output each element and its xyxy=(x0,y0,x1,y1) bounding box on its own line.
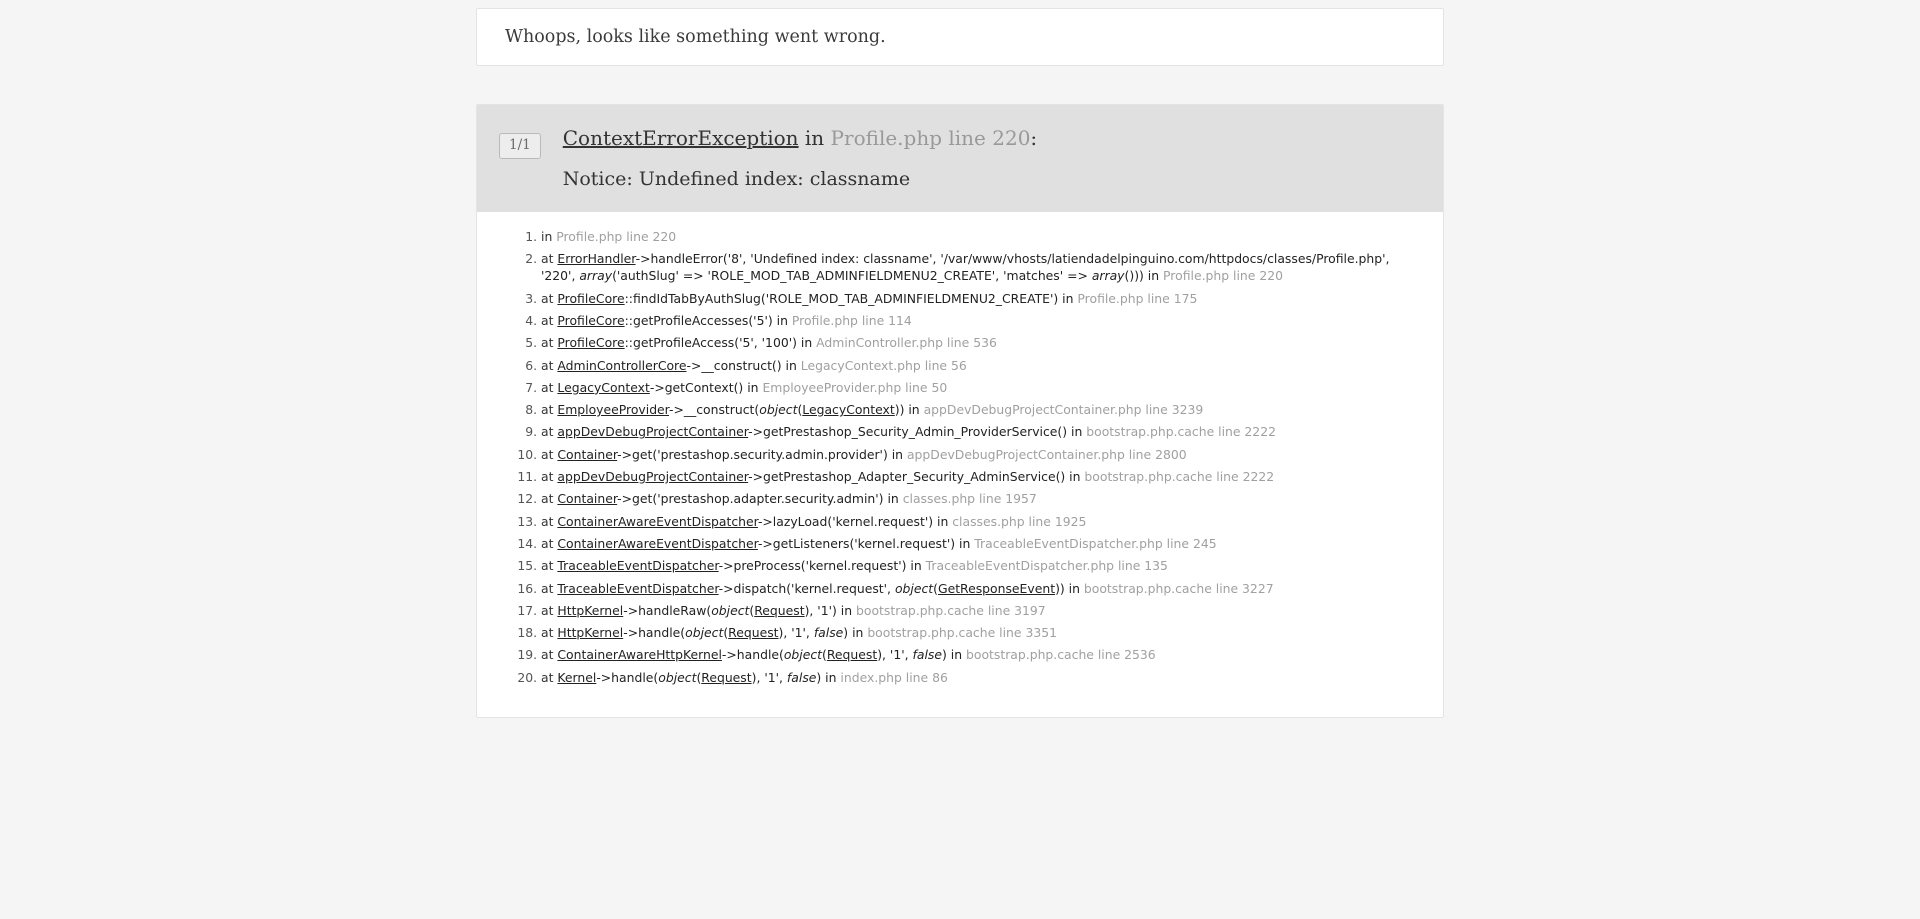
exception-header xyxy=(477,105,1443,212)
trace-item xyxy=(541,580,1421,597)
trace-item xyxy=(541,557,1421,574)
trace-symbol-link[interactable]: ProfileCore xyxy=(557,290,625,306)
trace-symbol-link[interactable]: Container xyxy=(557,446,618,462)
trace-line xyxy=(541,670,948,685)
trace-line xyxy=(541,447,1187,462)
trace-text: ->handle( xyxy=(623,625,686,641)
trace-symbol-link[interactable]: GetResponseEvent xyxy=(937,580,1056,596)
trace-file-ref: classes.php line 1957 xyxy=(902,491,1037,507)
exception-message: Notice: Undefined index: classname xyxy=(562,168,911,190)
trace-text: ( xyxy=(696,669,702,685)
trace-symbol-link[interactable]: ProfileCore xyxy=(557,335,625,351)
exception-in-word: in xyxy=(804,126,825,150)
trace-text: ::getProfileAccess('5', '100') in xyxy=(624,335,817,351)
trace-text: ->get('prestashop.security.admin.provider') in xyxy=(617,446,907,462)
trace-line xyxy=(541,514,1086,529)
trace-symbol-link[interactable]: Request xyxy=(728,625,779,641)
trace-file-ref: TraceableEventDispatcher.php line 245 xyxy=(974,535,1217,551)
trace-symbol-link[interactable]: LegacyContext xyxy=(802,402,895,418)
trace-type-keyword: object xyxy=(685,625,724,641)
trace-type-keyword: object xyxy=(711,602,750,618)
trace-text: ->__construct( xyxy=(668,402,760,418)
trace-text: )) in xyxy=(1055,580,1084,596)
trace-symbol-link[interactable]: Request xyxy=(701,669,752,685)
trace-item xyxy=(541,334,1421,351)
trace-symbol-link[interactable]: ProfileCore xyxy=(557,313,625,328)
trace-item xyxy=(541,490,1421,507)
trace-symbol-link[interactable]: Container xyxy=(557,491,618,507)
trace-file-ref: appDevDebugProjectContainer.php line 3239 xyxy=(923,402,1204,418)
trace-item xyxy=(541,602,1421,619)
trace-file-ref: Profile.php line 175 xyxy=(1077,290,1198,306)
trace-text: ->handle( xyxy=(721,647,784,663)
trace-keyword: at xyxy=(541,357,558,373)
trace-line xyxy=(541,581,1274,596)
trace-line xyxy=(541,603,1046,618)
trace-file-ref: bootstrap.php.cache line 3227 xyxy=(1083,580,1274,596)
trace-item xyxy=(541,423,1421,440)
trace-keyword: at xyxy=(541,469,558,485)
exception-file: Profile.php line 220 xyxy=(830,126,1031,150)
trace-text: )) in xyxy=(894,402,924,418)
trace-file-ref: appDevDebugProjectContainer.php line 2800 xyxy=(906,446,1187,462)
trace-symbol-link[interactable]: TraceableEventDispatcher xyxy=(557,580,719,596)
trace-type-keyword: object xyxy=(894,580,934,596)
trace-text: ->getPrestashop_Security_Admin_ProviderService() in xyxy=(748,424,1087,440)
trace-item xyxy=(541,401,1421,418)
trace-keyword: at xyxy=(541,513,558,529)
trace-keyword: at xyxy=(541,335,558,351)
stack-trace-list xyxy=(499,228,1421,686)
trace-symbol-link[interactable]: ContainerAwareEventDispatcher xyxy=(557,535,758,551)
trace-file-ref: AdminController.php line 536 xyxy=(816,335,997,351)
trace-line xyxy=(541,558,1168,573)
trace-symbol-link[interactable]: LegacyContext xyxy=(557,379,650,395)
trace-text: ->lazyLoad('kernel.request') in xyxy=(757,513,953,529)
trace-symbol-link[interactable]: Request xyxy=(754,602,805,618)
trace-keyword: in xyxy=(541,229,557,244)
trace-file-ref: LegacyContext.php line 56 xyxy=(800,357,967,373)
trace-symbol-link[interactable]: EmployeeProvider xyxy=(557,402,669,418)
trace-item xyxy=(541,669,1421,686)
exception-title-wrap xyxy=(563,125,1037,190)
trace-text: ( xyxy=(723,625,729,641)
trace-type-keyword: false xyxy=(786,669,817,685)
trace-line xyxy=(541,491,1037,506)
trace-item xyxy=(541,379,1421,396)
trace-text: ( xyxy=(822,647,827,663)
trace-text: ( xyxy=(797,402,803,418)
trace-type-keyword: false xyxy=(912,647,942,663)
trace-keyword: at xyxy=(541,647,558,663)
trace-keyword: at xyxy=(541,424,558,440)
trace-keyword: at xyxy=(541,625,558,641)
trace-line xyxy=(541,251,1390,283)
trace-text: ) in xyxy=(816,669,841,685)
trace-line xyxy=(541,469,1274,484)
trace-text: ), '1') in xyxy=(804,602,856,618)
trace-file-ref: bootstrap.php.cache line 2536 xyxy=(966,647,1156,663)
trace-text: ::findIdTabByAuthSlug('ROLE_MOD_TAB_ADMINFIELDMENU2_CREATE') in xyxy=(624,290,1078,306)
trace-symbol-link[interactable]: TraceableEventDispatcher xyxy=(557,558,719,574)
trace-item xyxy=(541,646,1421,663)
trace-keyword: at xyxy=(541,535,558,551)
trace-symbol-link[interactable]: HttpKernel xyxy=(557,625,624,641)
trace-text: ->handleRaw( xyxy=(623,602,712,618)
trace-item xyxy=(541,513,1421,530)
trace-text: ), '1', xyxy=(751,669,787,685)
trace-symbol-link[interactable]: ContainerAwareEventDispatcher xyxy=(557,513,758,529)
trace-keyword: at xyxy=(541,402,558,418)
trace-file-ref: Profile.php line 114 xyxy=(791,313,912,328)
trace-file-ref: classes.php line 1925 xyxy=(952,513,1087,529)
trace-keyword: at xyxy=(541,580,558,596)
trace-text: ->getListeners('kernel.request') in xyxy=(757,535,975,551)
trace-symbol-link[interactable]: ErrorHandler xyxy=(557,251,636,267)
trace-line xyxy=(541,291,1197,306)
trace-symbol-link[interactable]: appDevDebugProjectContainer xyxy=(557,424,749,440)
trace-item xyxy=(541,446,1421,463)
trace-text: ->get('prestashop.adapter.security.admin') in xyxy=(617,491,903,507)
trace-text: ())) in xyxy=(1124,268,1164,284)
trace-item xyxy=(541,624,1421,641)
trace-text: ( xyxy=(749,602,755,618)
trace-line xyxy=(541,229,676,244)
trace-text: ), '1', xyxy=(877,647,913,663)
trace-text: ('authSlug' => 'ROLE_MOD_TAB_ADMINFIELDMENU2_CREATE', 'matches' => xyxy=(612,268,1092,284)
exception-counter: 1/1 xyxy=(499,133,541,159)
trace-keyword: at xyxy=(541,446,558,462)
trace-keyword: at xyxy=(541,290,558,306)
trace-line xyxy=(541,313,912,328)
stack-trace xyxy=(477,212,1443,717)
trace-keyword: at xyxy=(541,558,558,574)
trace-text: ->handle( xyxy=(596,669,659,685)
trace-text: ->__construct() in xyxy=(686,357,801,373)
trace-keyword: at xyxy=(541,251,558,267)
trace-keyword: at xyxy=(541,491,558,507)
trace-symbol-link[interactable]: Kernel xyxy=(557,669,597,685)
trace-symbol-link[interactable]: HttpKernel xyxy=(557,602,624,618)
trace-item xyxy=(541,312,1421,329)
page-container xyxy=(476,8,1444,718)
trace-line xyxy=(541,536,1217,551)
trace-item xyxy=(541,228,1421,245)
trace-keyword: at xyxy=(541,602,558,618)
trace-line xyxy=(541,647,1156,662)
trace-file-ref: Profile.php line 220 xyxy=(556,229,677,244)
trace-text: ->handleError('8', 'Undefined index: classname', '/var/www/vhosts/latiendadelpinguino.com/httpdocs/classes/Profile.php', '220', xyxy=(541,251,1390,284)
trace-line xyxy=(541,380,947,395)
trace-type-keyword: false xyxy=(813,625,844,641)
trace-line xyxy=(541,424,1276,439)
trace-type-keyword: array xyxy=(579,268,613,284)
trace-text: ) in xyxy=(942,647,967,663)
trace-keyword: at xyxy=(541,379,558,395)
trace-item xyxy=(541,468,1421,485)
trace-text: ::getProfileAccesses('5') in xyxy=(624,313,792,328)
trace-symbol-link[interactable]: appDevDebugProjectContainer xyxy=(557,469,749,485)
trace-text: ), '1', xyxy=(778,625,814,641)
whoops-banner xyxy=(476,8,1444,66)
trace-file-ref: bootstrap.php.cache line 3351 xyxy=(867,625,1057,641)
trace-keyword: at xyxy=(541,669,558,685)
trace-text: ->getPrestashop_Adapter_Security_AdminService() in xyxy=(748,469,1085,485)
trace-file-ref: Profile.php line 220 xyxy=(1163,268,1283,284)
trace-symbol-link[interactable]: AdminControllerCore xyxy=(557,357,687,373)
trace-text: ->preProcess('kernel.request') in xyxy=(718,558,926,574)
trace-type-keyword: object xyxy=(759,402,798,418)
trace-line xyxy=(541,358,967,373)
trace-file-ref: TraceableEventDispatcher.php line 135 xyxy=(925,558,1168,574)
trace-type-keyword: object xyxy=(658,669,697,685)
trace-line xyxy=(541,625,1057,640)
trace-line xyxy=(541,402,1203,417)
trace-text: ( xyxy=(933,580,938,596)
trace-file-ref: EmployeeProvider.php line 50 xyxy=(762,379,948,395)
trace-file-ref: bootstrap.php.cache line 2222 xyxy=(1084,469,1275,485)
trace-text: ) in xyxy=(843,625,868,641)
whoops-message: Whoops, looks like something went wrong. xyxy=(505,27,886,47)
trace-item xyxy=(541,290,1421,307)
trace-file-ref: bootstrap.php.cache line 2222 xyxy=(1086,424,1276,440)
trace-type-keyword: array xyxy=(1091,268,1125,284)
trace-symbol-link[interactable]: ContainerAwareHttpKernel xyxy=(557,647,722,663)
trace-symbol-link[interactable]: Request xyxy=(826,647,878,663)
exception-card xyxy=(476,104,1444,718)
trace-keyword: at xyxy=(541,313,558,328)
exception-colon: : xyxy=(1030,126,1038,150)
exception-title xyxy=(563,125,1037,152)
trace-file-ref: index.php line 86 xyxy=(840,669,948,685)
exception-class-link[interactable]: ContextErrorException xyxy=(562,126,799,150)
trace-item xyxy=(541,250,1421,284)
trace-file-ref: bootstrap.php.cache line 3197 xyxy=(856,602,1046,618)
trace-item xyxy=(541,535,1421,552)
trace-text: ->dispatch('kernel.request', xyxy=(718,580,895,596)
trace-item xyxy=(541,357,1421,374)
trace-line xyxy=(541,335,997,350)
trace-type-keyword: object xyxy=(783,647,823,663)
trace-text: ->getContext() in xyxy=(649,379,763,395)
